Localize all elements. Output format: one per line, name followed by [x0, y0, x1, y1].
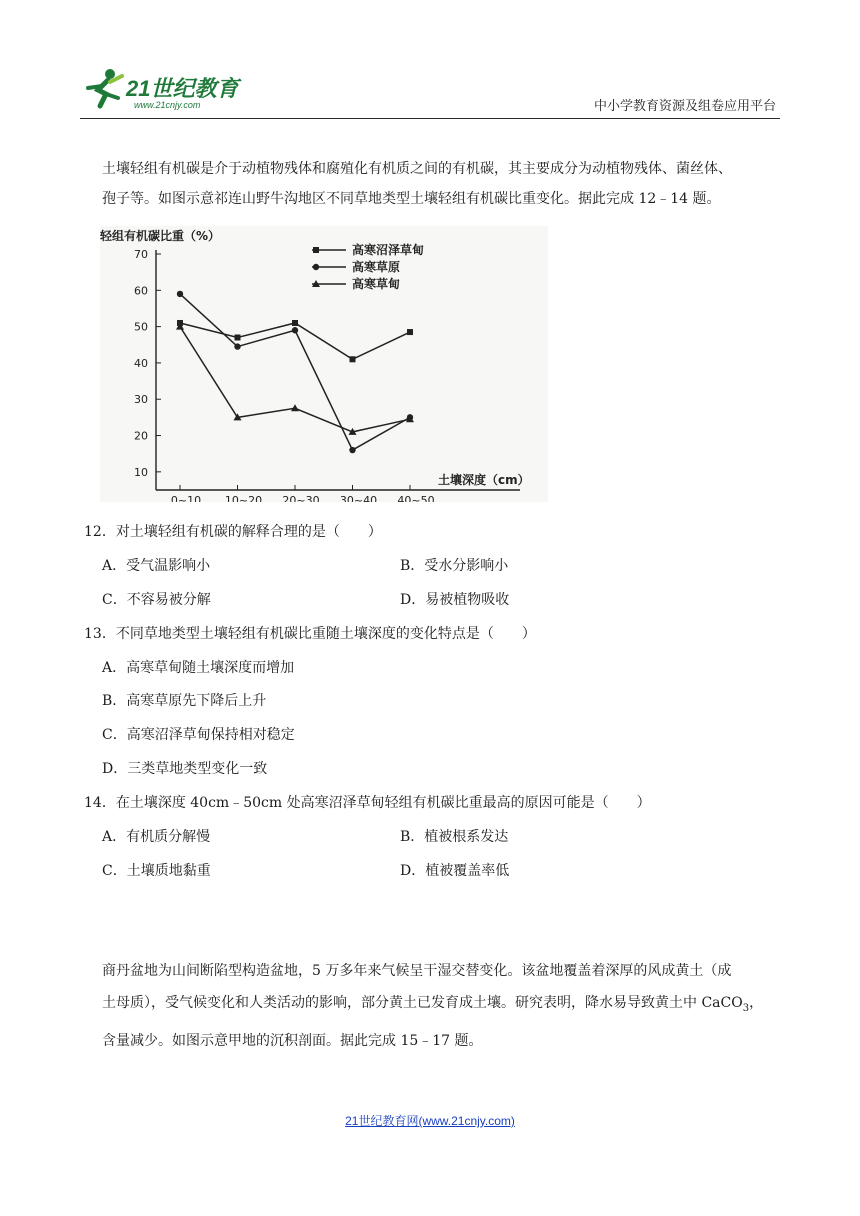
- passage-2-line-3: 含量减少。如图示意甲地的沉积剖面。据此完成 15﹣17 题。: [102, 1032, 483, 1049]
- x-tick-label: 30~40: [339, 494, 378, 502]
- passage-1-line-2: 孢子等。如图示意祁连山野牛沟地区不同草地类型土壤轻组有机碳比重变化。据此完成 12﹣14 题。: [102, 191, 721, 207]
- data-point-circle: [292, 327, 298, 333]
- y-tick-label: 20: [134, 429, 148, 443]
- data-point-square: [407, 329, 413, 335]
- site-logo[interactable]: [80, 66, 250, 114]
- data-point-circle: [177, 291, 183, 297]
- data-point-circle: [234, 343, 240, 349]
- caco3-subscript: 3: [742, 1002, 750, 1014]
- q13-option-a[interactable]: A．高寒草甸随土壤深度而增加: [102, 660, 295, 676]
- x-tick-label: 40~50: [397, 494, 435, 502]
- q14-option-d[interactable]: D．植被覆盖率低: [400, 863, 510, 879]
- legend-label: 高寒草原: [352, 260, 401, 274]
- y-tick-label: 60: [134, 284, 148, 298]
- chart-svg: [100, 226, 548, 502]
- passage-2: [102, 955, 782, 1057]
- data-point-square: [235, 335, 241, 341]
- y-tick-label: 40: [134, 356, 148, 370]
- q13-option-d[interactable]: D．三类草地类型变化一致: [102, 761, 268, 777]
- q12-option-d[interactable]: D．易被植物吸收: [400, 592, 510, 608]
- y-tick-label: 70: [134, 248, 148, 261]
- x-tick-label: 0~10: [170, 494, 202, 502]
- legend-label: 高寒草甸: [352, 277, 401, 291]
- page-footer: [0, 1112, 860, 1129]
- data-point-square: [292, 320, 298, 326]
- q14-option-c[interactable]: C．土壤质地黏重: [102, 863, 211, 879]
- data-point-circle: [349, 447, 355, 453]
- footer-link[interactable]: 21世纪教育网(www.21cnjy.com): [345, 1114, 515, 1128]
- logo-text: 21世纪教育: [126, 76, 239, 101]
- data-point-square: [350, 356, 356, 362]
- passage-2-line-2: [102, 987, 782, 1025]
- question-12-stem: 12．对土壤轻组有机碳的解释合理的是（ ）: [84, 524, 382, 540]
- passage-1: [102, 154, 782, 214]
- y-axis-label: 轻组有机碳比重（%）: [100, 229, 221, 243]
- question-13-stem: 13．不同草地类型土壤轻组有机碳比重随土壤深度的变化特点是（ ）: [84, 626, 536, 642]
- q14-option-a[interactable]: A．有机质分解慢: [102, 829, 211, 845]
- q14-option-b[interactable]: B．植被根系发达: [400, 829, 509, 845]
- x-axis-label: 土壤深度（cm）: [438, 473, 530, 487]
- q12-option-a[interactable]: A．受气温影响小: [102, 558, 211, 574]
- q13-option-c[interactable]: C．高寒沼泽草甸保持相对稳定: [102, 727, 295, 743]
- page-header: [80, 62, 780, 119]
- question-14-stem: 14．在土壤深度 40cm﹣50cm 处高寒沼泽草甸轻组有机碳比重最高的原因可能是（ ）: [84, 795, 651, 811]
- platform-name: 中小学教育资源及组卷应用平台: [593, 99, 776, 114]
- q12-option-c[interactable]: C．不容易被分解: [102, 592, 211, 608]
- q13-option-b[interactable]: B．高寒草原先下降后上升: [102, 693, 267, 709]
- q12-option-b[interactable]: B．受水分影响小: [400, 558, 509, 574]
- y-tick-label: 50: [134, 320, 148, 334]
- legend-marker-circle: [313, 264, 319, 270]
- x-tick-label: 20~30: [282, 494, 320, 502]
- carbon-ratio-chart: [100, 226, 548, 502]
- passage-2-line-2-text: 土母质），受气候变化和人类活动的影响，部分黄土已发育成土壤。研究表明，降水易导致黄土中 CaCO: [102, 995, 743, 1011]
- passage-2-line-2-end: ，: [749, 995, 764, 1011]
- passage-2-line-1: 商丹盆地为山间断陷型构造盆地，5 万多年来气候呈干湿交替变化。该盆地覆盖着深厚的风成黄土（成: [102, 963, 732, 979]
- y-tick-label: 10: [134, 465, 148, 479]
- passage-1-line-1: 土壤轻组有机碳是介于动植物残体和腐殖化有机质之间的有机碳，其主要成分为动植物残体、菌丝体、: [102, 161, 732, 177]
- x-tick-label: 10~20: [224, 494, 263, 502]
- y-tick-label: 30: [134, 393, 148, 407]
- runner-logo-icon: [80, 66, 128, 112]
- logo-url: www.21cnjy.com: [134, 100, 201, 110]
- legend-marker-square: [313, 247, 319, 253]
- legend-label: 高寒沼泽草甸: [352, 243, 425, 257]
